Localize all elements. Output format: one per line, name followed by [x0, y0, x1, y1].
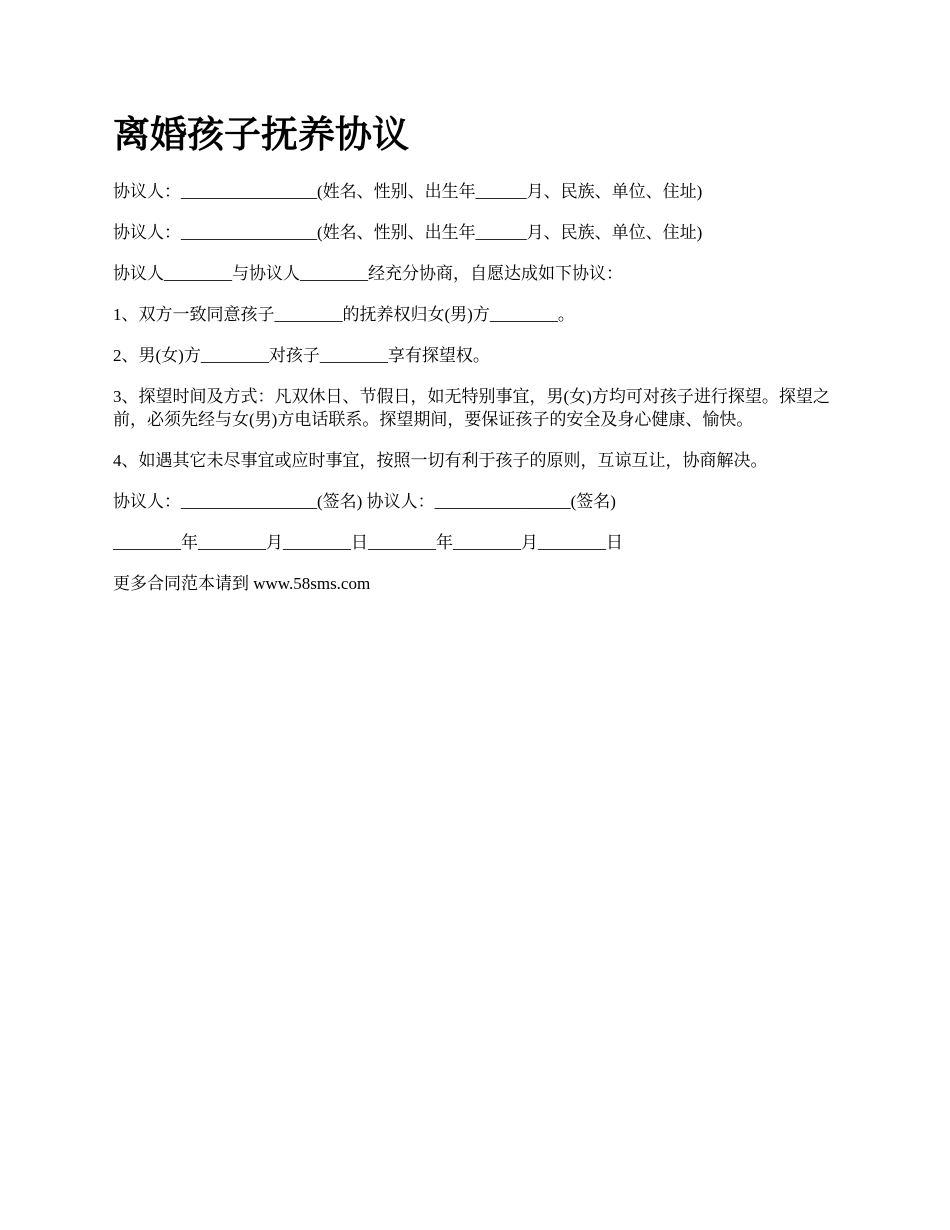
party-b-line: 协议人：________________(姓名、性别、出生年______月、民族、单位、住址) — [113, 223, 703, 242]
signature-line: 协议人：________________(签名) 协议人：________________(签名) — [113, 492, 616, 511]
agreement-intro: 协议人________与协议人________经充分协商，自愿达成如下协议： — [113, 264, 623, 283]
date-line: ________年________月________日________年________月________日 — [113, 533, 623, 552]
party-a-line: 协议人：________________(姓名、性别、出生年______月、民族、单位、住址) — [113, 182, 703, 201]
clause-2: 2、男(女)方________对孩子________享有探望权。 — [113, 346, 490, 365]
clause-1: 1、双方一致同意孩子________的抚养权归女(男)方________。 — [113, 305, 575, 324]
document-page — [113, 112, 838, 613]
footer-note: 更多合同范本请到 www.58sms.com — [113, 574, 371, 593]
clause-4: 4、如遇其它未尽事宜或应时事宜，按照一切有利于孩子的原则，互谅互让，协商解决。 — [113, 451, 768, 470]
document-title: 离婚孩子抚养协议 — [113, 115, 409, 156]
clause-3: 3、探望时间及方式：凡双休日、节假日，如无特别事宜，男(女)方均可对孩子进行探望。探望之前，必须先经与女(男)方电话联系。探望期间，要保证孩子的安全及身心健康、愉快。 — [113, 387, 830, 429]
